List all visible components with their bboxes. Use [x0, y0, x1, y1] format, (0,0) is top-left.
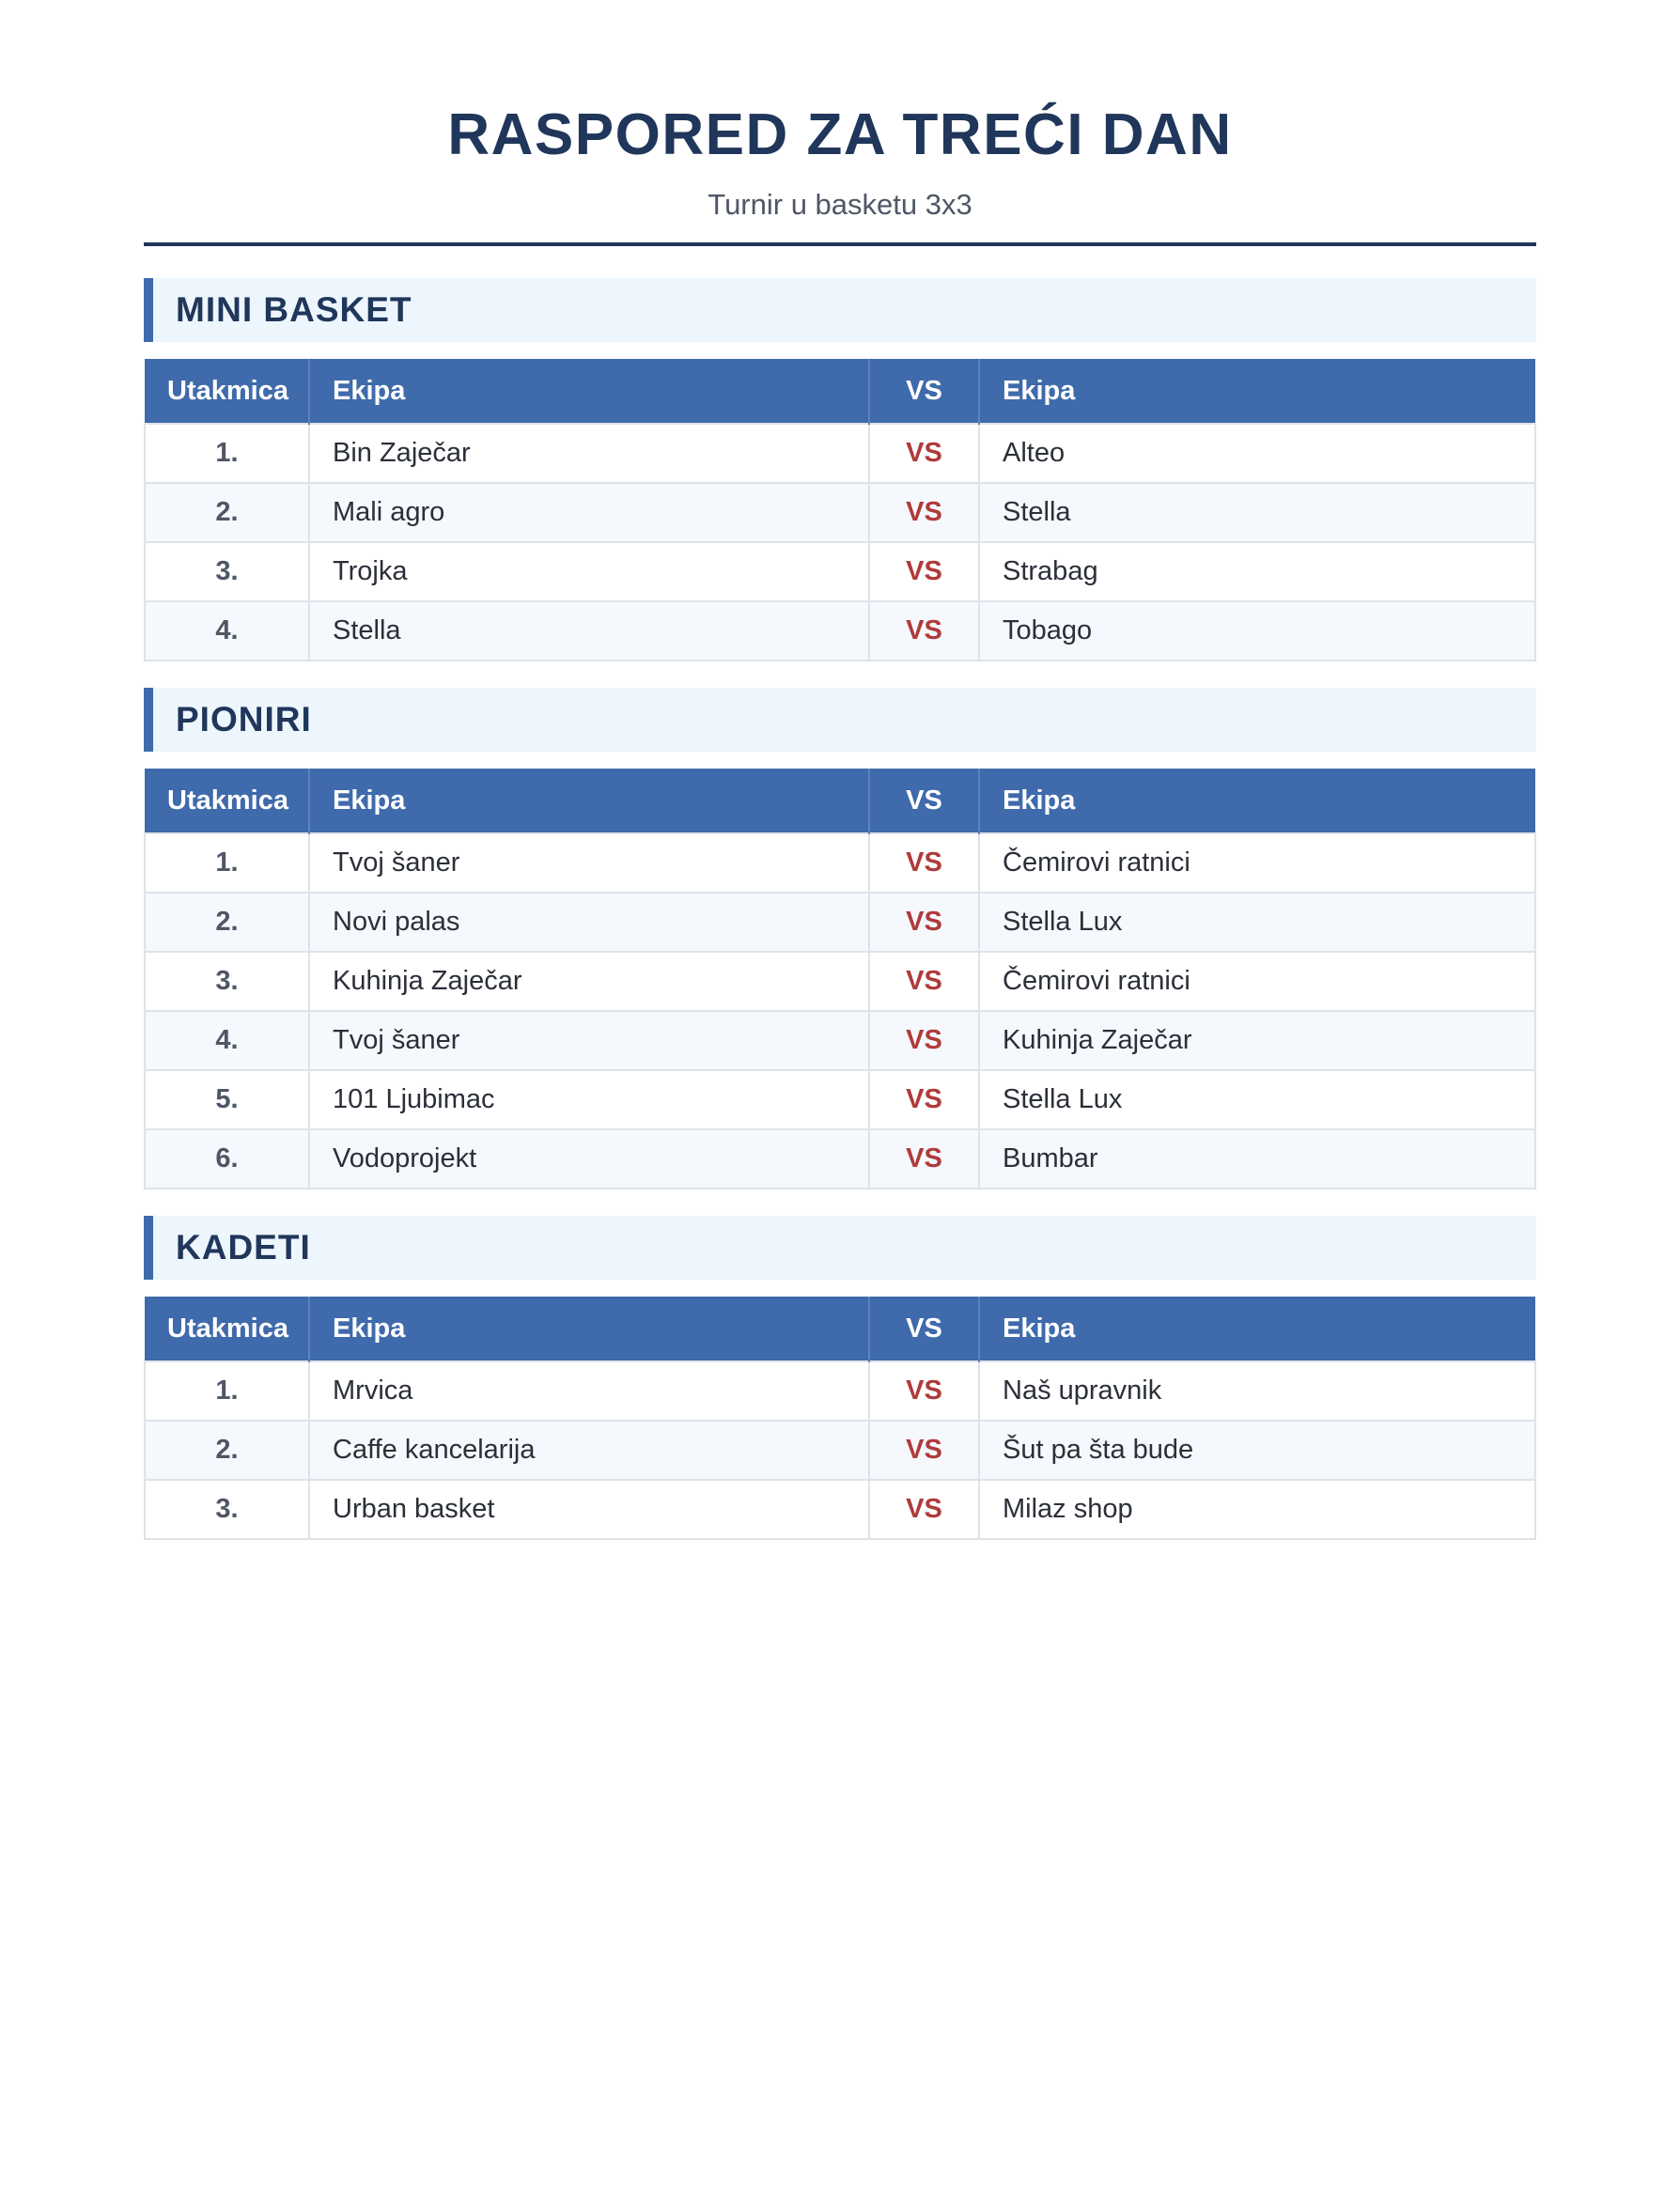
home-team: Bin Zaječar — [309, 424, 869, 483]
table-row — [145, 1011, 1535, 1070]
match-number: 1. — [145, 424, 309, 483]
home-team: Trojka — [309, 542, 869, 601]
home-team: Mali agro — [309, 483, 869, 542]
table-row — [145, 1070, 1535, 1129]
table-row — [145, 601, 1535, 661]
column-header-vs: VS — [869, 769, 979, 833]
table-row — [145, 952, 1535, 1011]
away-team: Naš upravnik — [979, 1361, 1535, 1421]
column-header-team-away: Ekipa — [979, 769, 1535, 833]
page-title: RASPORED ZA TREĆI DAN — [447, 102, 1233, 167]
away-team: Kuhinja Zaječar — [979, 1011, 1535, 1070]
away-team: Stella — [979, 483, 1535, 542]
vs-label: VS — [869, 1011, 979, 1070]
column-header-match: Utakmica — [145, 359, 309, 424]
away-team: Čemirovi ratnici — [979, 952, 1535, 1011]
table-row — [145, 542, 1535, 601]
match-number: 6. — [145, 1129, 309, 1189]
vs-label: VS — [869, 952, 979, 1011]
match-number: 1. — [145, 833, 309, 893]
away-team: Stella Lux — [979, 1070, 1535, 1129]
match-number: 1. — [145, 1361, 309, 1421]
match-number: 2. — [145, 1421, 309, 1480]
vs-label: VS — [869, 1361, 979, 1421]
column-header-match: Utakmica — [145, 769, 309, 833]
home-team: Caffe kancelarija — [309, 1421, 869, 1480]
away-team: Bumbar — [979, 1129, 1535, 1189]
page-subtitle: Turnir u basketu 3x3 — [708, 188, 972, 221]
column-header-team-home: Ekipa — [309, 1297, 869, 1361]
match-number: 3. — [145, 1480, 309, 1539]
section-pioniri — [144, 688, 1536, 1189]
home-team: Tvoj šaner — [309, 833, 869, 893]
match-number: 3. — [145, 542, 309, 601]
column-header-vs: VS — [869, 1297, 979, 1361]
table-header-row — [145, 769, 1535, 833]
section-kadeti — [144, 1216, 1536, 1540]
match-number: 2. — [145, 483, 309, 542]
table-header-row — [145, 1297, 1535, 1361]
schedule-table — [144, 769, 1536, 1189]
table-row — [145, 1361, 1535, 1421]
away-team: Milaz shop — [979, 1480, 1535, 1539]
vs-label: VS — [869, 424, 979, 483]
vs-label: VS — [869, 1129, 979, 1189]
table-row — [145, 1129, 1535, 1189]
home-team: Novi palas — [309, 893, 869, 952]
section-title: KADETI — [176, 1228, 311, 1267]
table-row — [145, 1421, 1535, 1480]
section-header — [144, 278, 1536, 342]
vs-label: VS — [869, 1421, 979, 1480]
home-team: Kuhinja Zaječar — [309, 952, 869, 1011]
section-header — [144, 688, 1536, 752]
column-header-team-home: Ekipa — [309, 359, 869, 424]
section-title: PIONIRI — [176, 700, 312, 738]
column-header-team-home: Ekipa — [309, 769, 869, 833]
away-team: Čemirovi ratnici — [979, 833, 1535, 893]
match-number: 4. — [145, 1011, 309, 1070]
table-row — [145, 833, 1535, 893]
section-title: MINI BASKET — [176, 290, 412, 329]
table-row — [145, 483, 1535, 542]
match-number: 5. — [145, 1070, 309, 1129]
vs-label: VS — [869, 483, 979, 542]
schedule-table — [144, 359, 1536, 661]
away-team: Stella Lux — [979, 893, 1535, 952]
vs-label: VS — [869, 833, 979, 893]
section-header — [144, 1216, 1536, 1280]
vs-label: VS — [869, 601, 979, 661]
table-row — [145, 1480, 1535, 1539]
column-header-match: Utakmica — [145, 1297, 309, 1361]
match-number: 3. — [145, 952, 309, 1011]
home-team: Mrvica — [309, 1361, 869, 1421]
match-number: 4. — [145, 601, 309, 661]
match-number: 2. — [145, 893, 309, 952]
away-team: Alteo — [979, 424, 1535, 483]
home-team: Vodoprojekt — [309, 1129, 869, 1189]
away-team: Šut pa šta bude — [979, 1421, 1535, 1480]
schedule-table — [144, 1297, 1536, 1540]
column-header-team-away: Ekipa — [979, 1297, 1535, 1361]
vs-label: VS — [869, 1070, 979, 1129]
vs-label: VS — [869, 542, 979, 601]
table-row — [145, 424, 1535, 483]
table-header-row — [145, 359, 1535, 424]
table-row — [145, 893, 1535, 952]
away-team: Strabag — [979, 542, 1535, 601]
vs-label: VS — [869, 1480, 979, 1539]
section-mini-basket — [144, 278, 1536, 661]
home-team: Stella — [309, 601, 869, 661]
away-team: Tobago — [979, 601, 1535, 661]
column-header-team-away: Ekipa — [979, 359, 1535, 424]
home-team: 101 Ljubimac — [309, 1070, 869, 1129]
home-team: Urban basket — [309, 1480, 869, 1539]
home-team: Tvoj šaner — [309, 1011, 869, 1070]
vs-label: VS — [869, 893, 979, 952]
title-divider — [144, 242, 1536, 246]
column-header-vs: VS — [869, 359, 979, 424]
